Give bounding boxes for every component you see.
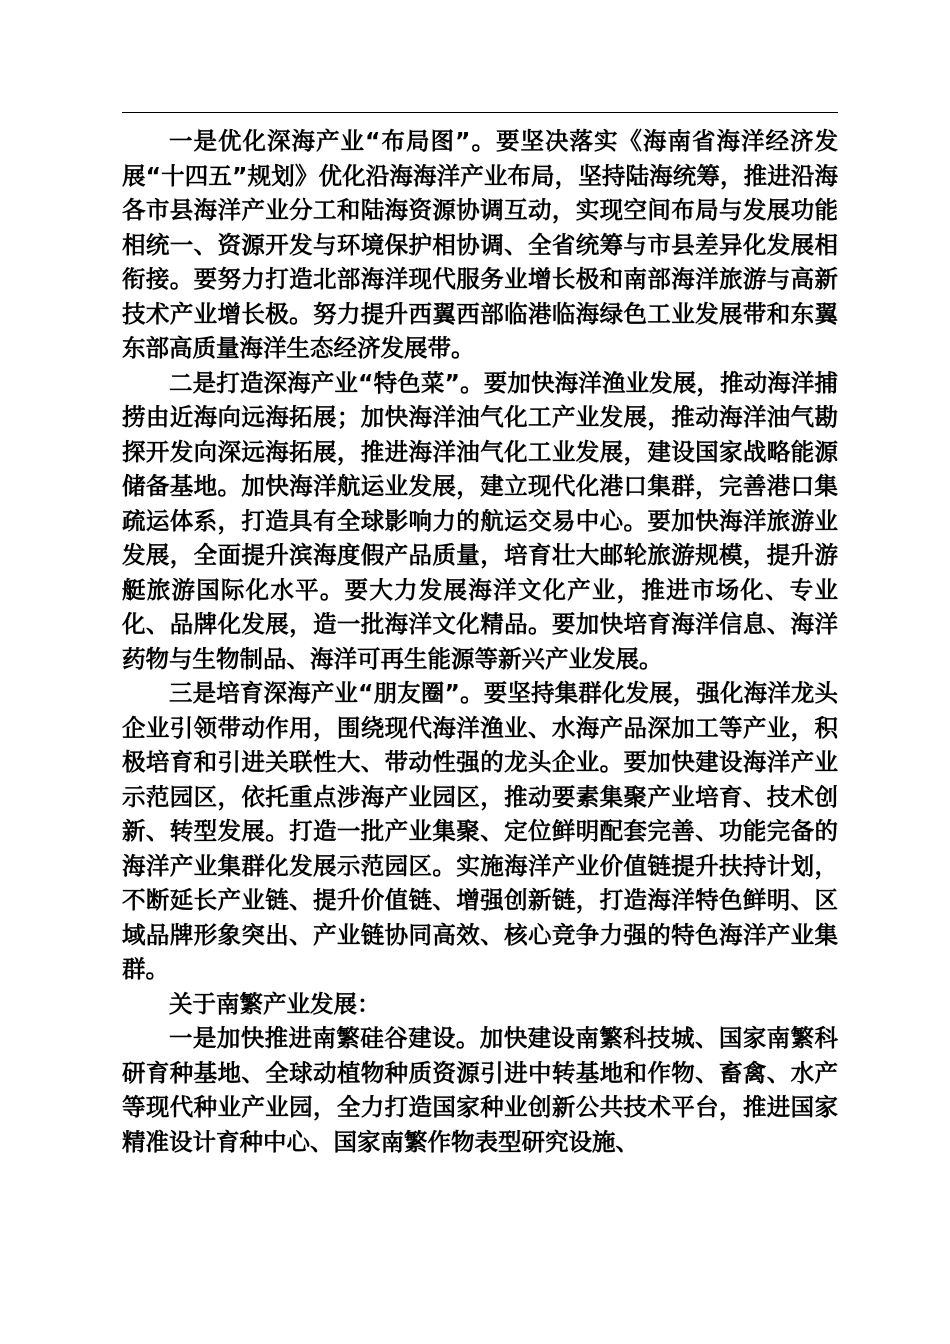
paragraph-featured-industries: 二是打造深海产业“特色菜”。要加快海洋渔业发展，推动海洋捕捞由近海向远海拓展；加快海洋油气化工产业发展，推动海洋油气勘探开发向深远海拓展，推进海洋油气化工业发展，建设国家战略能源储备基地。加快海洋航运业发展，建立现代化港口集群，完善港口集疏运体系，打造具有全球影响力的航运交易中心。要加快海洋旅游业发展，全面提升滨海度假产品质量，培育壮大邮轮旅游规模，提升游艇旅游国际化水平。要大力发展海洋文化产业，推进市场化、专业化、品牌化发展，造一批海洋文化精品。要加快培育海洋信息、海洋药物与生物制品、海洋可再生能源等新兴产业发展。 [122,368,838,673]
paragraph-layout: 一是优化深海产业“布局图”。要坚决落实《海南省海洋经济发展“十四五”规划》优化沿海海洋产业布局，坚持陆海统筹，推进沿海各市县海洋产业分工和陆海资源协调互动，实现空间布局与发展功能相统一、资源开发与环境保护相协调、全省统筹与市县差异化发展相衔接。要努力打造北部海洋现代服务业增长极和南部海洋旅游与高新技术产业增长极。努力提升西翼西部临港临海绿色工业发展带和东翼东部高质量海洋生态经济发展带。 [122,127,838,362]
header-rule [122,112,838,113]
paragraph-nanfan-silicon-valley: 一是加快推进南繁硅谷建设。加快建设南繁科技城、国家南繁科研育种基地、全球动植物种质资源引进中转基地和作物、畜禽、水产等现代种业产业园，全力打造国家种业创新公共技术平台，推进国家精准设计育种中心、国家南繁作物表型研究设施、 [122,1024,838,1156]
paragraph-industry-clusters: 三是培育深海产业“朋友圈”。要坚持集群化发展，强化海洋龙头企业引领带动作用，围绕现代海洋渔业、水海产品深加工等产业，积极培育和引进关联性大、带动性强的龙头企业。要加快建设海洋产业示范园区，依托重点涉海产业园区，推动要素集聚产业培育、技术创新、转型发展。打造一批产业集聚、定位鲜明配套完善、功能完备的海洋产业集群化发展示范园区。实施海洋产业价值链提升扶持计划，不断延长产业链、提升价值链、增强创新链，打造海洋特色鲜明、区域品牌形象突出、产业链协同高效、核心竞争力强的特色海洋产业集群。 [122,679,838,983]
paragraph-nanfan-heading: 关于南繁产业发展： [169,989,381,1018]
document-body [122,124,838,1159]
